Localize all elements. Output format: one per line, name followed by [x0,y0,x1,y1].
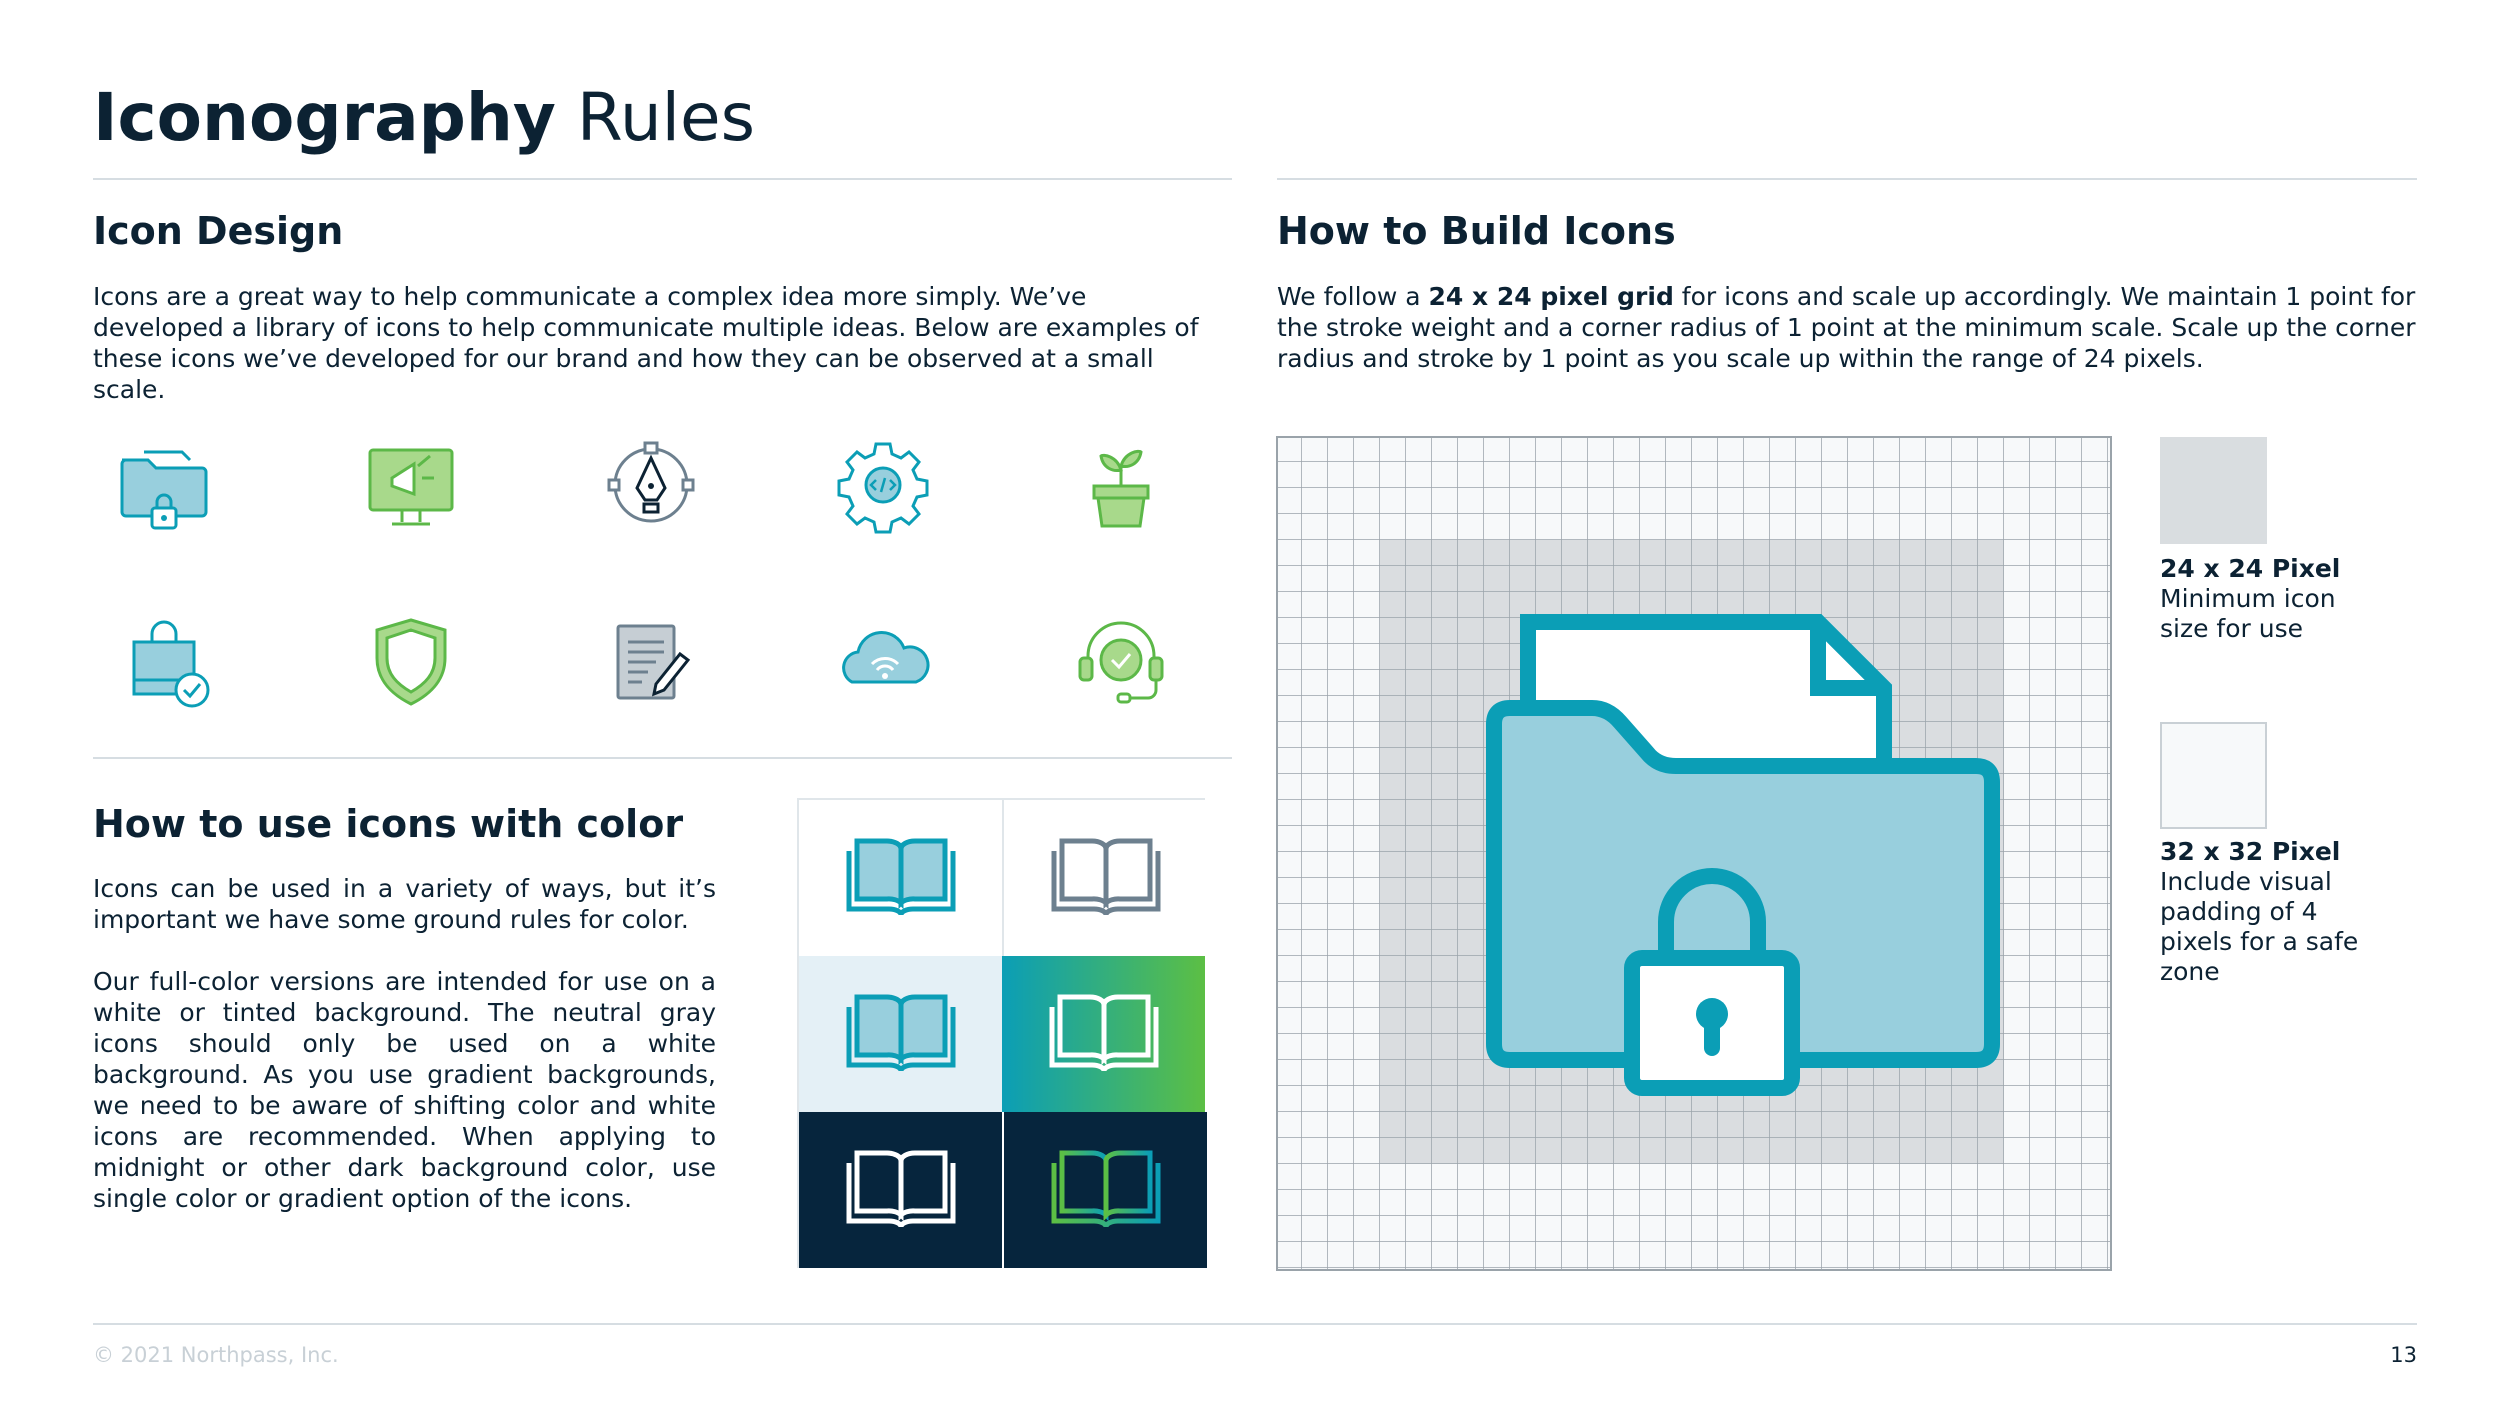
swatch-24px-desc: Minimum icon size for use [2160,584,2336,643]
pen-nib-icon [596,430,706,540]
icon-design-body: Icons are a great way to help communicate a complex idea more simply. We’ve developed a library of icons to help communicate multiple ideas. Below are examples of these icons we’ve developed for our brand and how they can be observed at a small scale. [93,282,1199,404]
pixel-grid-diagram [1276,436,2112,1271]
page-number: 13 [2390,1343,2417,1367]
cloud-wifi-icon [830,606,940,716]
swatch-32px-desc: Include visual padding of 4 pixels for a safe zone [2160,867,2359,986]
build-body-post: for icons and scale up accordingly. We maintain 1 point for the stroke weight and a corner radius of 1 point at the minimum scale. Scale up the corner radius and stroke by 1 point as you scale up within the range of 24 pixels. [1277,282,2416,373]
headset-check-icon [1066,606,1176,716]
swatch-32px [2160,722,2267,829]
page-title [93,78,755,158]
shopping-bag-check-icon [114,606,224,716]
document-edit-icon [596,606,706,716]
swatch-32px-title: 32 x 32 Pixel [2160,837,2341,866]
shield-icon [356,606,466,716]
divider [93,178,1232,180]
book-icon [839,989,963,1079]
cell-gray-white [1002,800,1207,956]
title-light: Rules [576,79,755,156]
build-body [1277,281,2417,374]
folder-lock-icon [108,430,218,540]
icon-design-heading: Icon Design [93,209,344,253]
plant-pot-icon [1066,430,1176,540]
build-body-pre: We follow a [1277,282,1429,311]
book-icon [839,833,963,923]
cell-white-midnight [799,1112,1002,1268]
build-heading: How to Build Icons [1277,209,1676,253]
swatch-24px [2160,437,2267,544]
divider [93,757,1232,759]
code-gear-icon [828,430,938,540]
build-body-bold: 24 x 24 pixel grid [1428,282,1674,311]
monitor-megaphone-icon [356,430,466,540]
cell-white-gradient [1002,956,1205,1112]
title-bold: Iconography [93,79,556,156]
cell-full-color-white [799,800,1002,956]
color-use-para2: Our full-color versions are intended for use on a white or tinted background. The neutral gray icons should only be used on a white background. As you use gradient backgrounds, we need to be aware of shifting color and white icons are recommended. When applying to midnight or other dark background color, use single color or gradient option of the icons. [93,967,716,1213]
book-icon [1044,1145,1168,1235]
color-use-para1: Icons can be used in a variety of ways, but it’s important we have some ground rules for color. [93,874,716,934]
book-icon [1042,989,1166,1079]
footer-divider [93,1323,2417,1325]
cell-full-color-tint [799,956,1002,1112]
swatch-32px-label [2160,837,2370,987]
swatch-24px-title: 24 x 24 Pixel [2160,554,2341,583]
footer-copyright: © 2021 Northpass, Inc. [93,1343,339,1367]
divider [1277,178,2417,180]
swatch-24px-label [2160,554,2390,644]
color-use-heading: How to use icons with color [93,802,684,846]
book-icon [839,1145,963,1235]
book-icon [1044,833,1168,923]
cell-gradient-midnight [1002,1112,1207,1268]
